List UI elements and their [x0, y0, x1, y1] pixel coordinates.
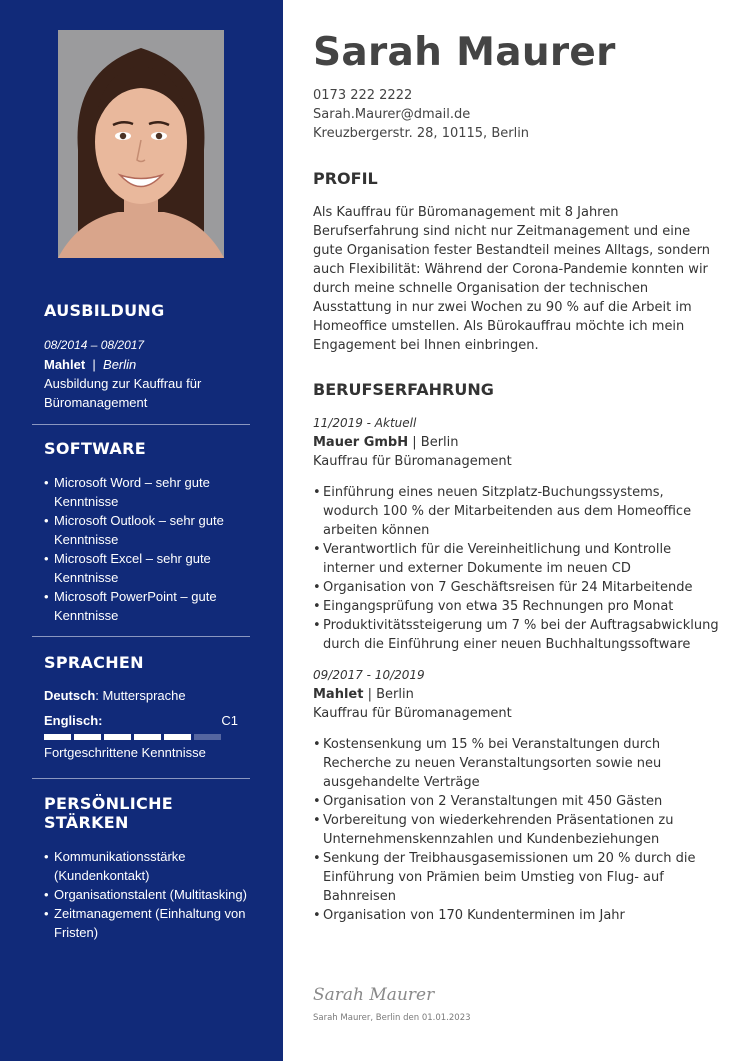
language-foreign-code: C1: [221, 713, 238, 728]
education-school: Mahlet: [44, 357, 86, 372]
level-segment: [74, 734, 101, 740]
level-segment: [164, 734, 191, 740]
language-native-level: Muttersprache: [102, 688, 186, 703]
languages-title: SPRACHEN: [44, 653, 144, 672]
list-item: • Microsoft Word – sehr gute Kenntnisse: [44, 473, 250, 511]
list-item: • Produktivitätssteigerung um 7 % bei der Auftragsabwicklung durch die Einführung einer neuen Buchhaltungssoftware: [313, 616, 723, 654]
list-item: • Kommunikationsstärke (Kundenkontakt): [44, 847, 250, 885]
list-item: • Vorbereitung von wiederkehrenden Präsentationen zu Unternehmenskennzahlen und Kundenbeziehungen: [313, 811, 723, 849]
list-item: • Microsoft Excel – sehr gute Kenntnisse: [44, 549, 250, 587]
phone: 0173 222 2222: [313, 88, 413, 103]
job-role: Kauffrau für Büromanagement: [313, 454, 512, 469]
level-segment: [194, 734, 221, 740]
strengths-list: [32, 847, 250, 942]
experience-title: BERUFSERFAHRUNG: [313, 380, 494, 399]
job-company-line: Mauer GmbH | Berlin: [313, 435, 459, 450]
list-item: • Microsoft PowerPoint – gute Kenntnisse: [44, 587, 250, 625]
profile-text: Als Kauffrau für Büromanagement mit 8 Jahren Berufserfahrung sind nicht nur Zeitmanagement und eine gute Organisation fester Bestandteil meines Alltags, sondern auch Flexibilität: Während der Corona-Pandemie konnten wir durch meine schnelle Organisation der technischen Ausstattung in nur zwei Wochen zu 90 % auf die Arbeit im Homeoffice umstellen. Als Bürokauffrau möchte ich mein Engagement bei Ihnen einbringen.: [313, 205, 710, 353]
list-item: • Kostensenkung um 15 % bei Veranstaltungen durch Recherche zu neuen Veranstaltungsorten sowie neu ausgehandelte Verträge: [313, 735, 723, 792]
list-item: • Organisation von 2 Veranstaltungen mit 450 Gästen: [313, 792, 723, 811]
software-section: [32, 439, 250, 625]
list-item: • Verantwortlich für die Vereinheitlichung und Kontrolle interner und externer Dokumente im neuen CD: [313, 540, 723, 578]
level-segment: [104, 734, 131, 740]
language-foreign-desc: Fortgeschrittene Kenntnisse: [44, 745, 206, 760]
list-item: • Einführung eines neuen Sitzplatz-Buchungssystems, wodurch 100 % der Mitarbeitenden aus dem Homeoffice arbeiten können: [313, 483, 723, 540]
signature: Sarah Maurer: [313, 985, 435, 1005]
email: Sarah.Maurer@dmail.de: [313, 107, 471, 122]
list-item: • Microsoft Outlook – sehr gute Kenntnisse: [44, 511, 250, 549]
list-item: • Senkung der Treibhausgasemissionen um 20 % durch die Einführung von Prämien beim Umstieg von Flug- auf Bahnreisen: [313, 849, 723, 906]
contact-block: [313, 86, 529, 143]
education-section: [32, 301, 250, 412]
language-native: Deutsch: Muttersprache: [44, 688, 186, 703]
list-item: • Eingangsprüfung von etwa 35 Rechnungen pro Monat: [313, 597, 723, 616]
profile-title: PROFIL: [313, 169, 378, 188]
language-foreign-label: Englisch:: [44, 713, 103, 728]
level-segment: [44, 734, 71, 740]
job-date: 09/2017 - 10/2019: [313, 668, 425, 682]
education-body: [32, 336, 250, 412]
list-item: • Organisation von 170 Kundenterminen im Jahr: [313, 906, 723, 925]
language-foreign: [32, 711, 250, 730]
address: Kreuzbergerstr. 28, 10115, Berlin: [313, 126, 530, 141]
job-entry: [313, 666, 723, 925]
education-school-line: Mahlet | Berlin: [44, 357, 137, 372]
job-role: Kauffrau für Büromanagement: [313, 706, 512, 721]
job-company-line: Mahlet | Berlin: [313, 687, 414, 702]
education-city: Berlin: [103, 357, 137, 372]
page-title: Sarah Maurer: [313, 30, 616, 75]
job-bullets: [313, 735, 723, 925]
education-degree: Ausbildung zur Kauffrau für Büromanagement: [44, 376, 202, 410]
list-item: • Zeitmanagement (Einhaltung von Fristen): [44, 904, 250, 942]
education-date: 08/2014 – 08/2017: [44, 338, 145, 352]
sidebar: [0, 0, 283, 1061]
software-list: [32, 473, 250, 625]
list-item: • Organisation von 7 Geschäftsreisen für 24 Mitarbeitende: [313, 578, 723, 597]
level-segment: [134, 734, 161, 740]
profile-photo: [58, 30, 224, 258]
job-city: Berlin: [376, 687, 414, 702]
list-item: • Organisationstalent (Multitasking): [44, 885, 250, 904]
signature-line: Sarah Maurer, Berlin den 01.01.2023: [313, 1013, 471, 1023]
job-bullets: [313, 483, 723, 654]
strengths-title: PERSÖNLICHE STÄRKEN: [44, 794, 174, 832]
education-title: AUSBILDUNG: [44, 301, 165, 320]
divider: [32, 424, 250, 425]
language-level-bar: [32, 734, 250, 740]
strengths-section: [32, 794, 250, 942]
divider: [32, 778, 250, 779]
divider: [32, 636, 250, 637]
job-company: Mahlet: [313, 687, 364, 702]
job-date: 11/2019 - Aktuell: [313, 416, 417, 430]
job-city: Berlin: [420, 435, 459, 450]
job-company: Mauer GmbH: [313, 435, 409, 450]
job-entry: [313, 414, 723, 654]
languages-section: [32, 653, 250, 762]
software-title: SOFTWARE: [44, 439, 146, 458]
language-native-label: Deutsch: [44, 688, 96, 703]
